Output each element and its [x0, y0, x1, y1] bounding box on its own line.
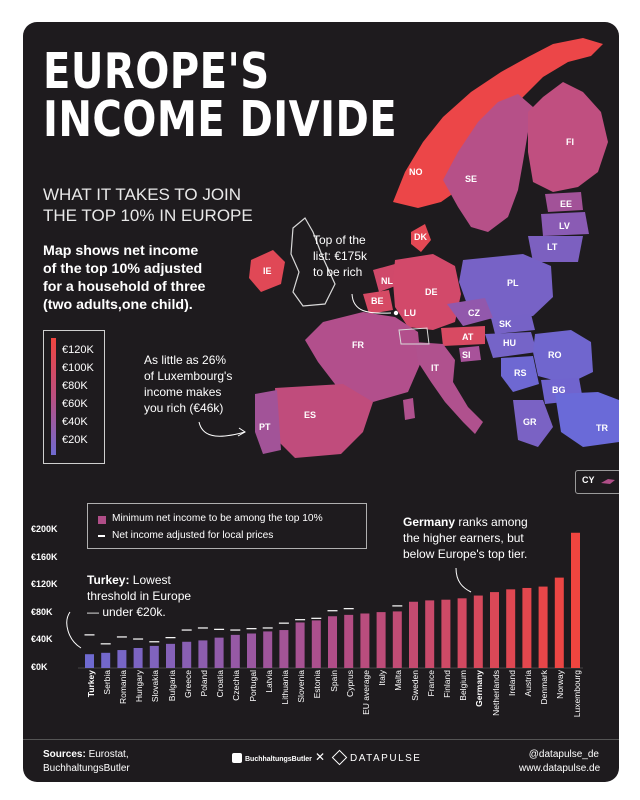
- x-tick-label: Finland: [441, 670, 452, 698]
- x-tick-label: Germany: [474, 670, 485, 707]
- bar-portugal: [247, 634, 256, 669]
- y-tick-label: €160K: [31, 551, 58, 562]
- x-tick-label: Bulgaria: [166, 670, 177, 702]
- map-label: DE: [425, 287, 438, 297]
- map-label: IE: [263, 266, 272, 276]
- x-tick-label: Slovenia: [296, 670, 307, 703]
- x-tick-label: Czechia: [231, 670, 242, 701]
- map-label: LV: [559, 221, 570, 231]
- bar-netherlands: [490, 592, 499, 668]
- bar-austria: [522, 588, 531, 668]
- map-label: HU: [503, 338, 516, 348]
- bar-serbia: [101, 653, 110, 668]
- x-tick-label: Hungary: [134, 670, 145, 703]
- x-tick-label: Belgium: [458, 670, 469, 701]
- x-tick-label: Estonia: [312, 670, 323, 699]
- sources-label: Sources:: [43, 749, 86, 760]
- x-tick-label: Turkey: [85, 670, 96, 698]
- subtitle-line-2: THE TOP 10% IN EUROPE: [43, 206, 253, 225]
- x-tick-label: Netherlands: [490, 670, 501, 716]
- map-label: BE: [371, 296, 384, 306]
- bar-luxembourg: [571, 533, 580, 668]
- separator-icon: ✕: [315, 750, 326, 764]
- bar-slovenia: [296, 622, 305, 668]
- x-tick-label: Portugal: [247, 670, 258, 702]
- bar-estonia: [312, 620, 321, 668]
- legend-item: Minimum net income to be among the top 10%: [112, 513, 323, 524]
- map-label: CZ: [468, 308, 480, 318]
- bar-cyprus: [344, 615, 353, 668]
- map-label: PT: [259, 422, 271, 432]
- bar-poland: [198, 640, 207, 668]
- map-label: CY: [582, 475, 595, 485]
- sources-line: BuchhaltungsButler: [43, 763, 130, 774]
- map-label: DK: [414, 232, 427, 242]
- footer: [23, 739, 619, 782]
- y-tick-label: €80K: [31, 606, 53, 617]
- x-tick-label: Denmark: [539, 670, 550, 705]
- x-tick-label: Norway: [555, 670, 566, 699]
- x-tick-label: Croatia: [215, 670, 226, 698]
- germany-arrow: [456, 568, 471, 592]
- bar-lithuania: [279, 630, 288, 668]
- x-tick-label: Serbia: [101, 670, 112, 695]
- subtitle-line-1: WHAT IT TAKES TO JOIN: [43, 185, 242, 204]
- legend-label: €80K: [62, 380, 88, 392]
- datapulse-logo-icon: [332, 750, 348, 766]
- x-tick-label: EU average: [360, 670, 371, 715]
- title-line-2: INCOME DIVIDE: [43, 91, 398, 148]
- x-tick-label: Cyprus: [344, 670, 355, 697]
- bar-greece: [182, 642, 191, 668]
- bar-hungary: [134, 648, 143, 668]
- map-label: LU: [404, 308, 416, 318]
- bar-turkey: [85, 654, 94, 668]
- bar-slovakia: [150, 646, 159, 668]
- bar-malta: [393, 611, 402, 668]
- x-tick-label: Lithuania: [279, 670, 290, 705]
- y-tick-label: €200K: [31, 524, 58, 534]
- legend-label: €120K: [62, 344, 94, 356]
- bar-latvia: [263, 631, 272, 668]
- bar-finland: [441, 600, 450, 668]
- map-label: NL: [381, 276, 393, 286]
- note-line: of Luxembourg's: [144, 369, 233, 383]
- bar-france: [425, 600, 434, 668]
- map-label: FI: [566, 137, 574, 147]
- infographic-card: [23, 22, 619, 782]
- note-line: threshold in Europe: [87, 589, 192, 603]
- x-tick-label: Latvia: [263, 670, 274, 693]
- bar-sweden: [409, 602, 418, 668]
- x-tick-label: Luxembourg: [571, 670, 582, 718]
- bar-belgium: [458, 598, 467, 668]
- map-label: FR: [352, 340, 364, 350]
- legend-item: Net income adjusted for local prices: [112, 530, 274, 541]
- x-tick-label: France: [425, 670, 436, 697]
- note-line: to be rich: [313, 265, 363, 279]
- x-tick-label: Austria: [522, 670, 533, 697]
- y-tick-label: €40K: [31, 634, 53, 645]
- map-label: GR: [523, 417, 537, 427]
- social-handle: @datapulse_de: [528, 749, 599, 760]
- bar-ireland: [506, 589, 515, 668]
- map-label: IT: [431, 363, 439, 373]
- footer-contact: [519, 748, 599, 776]
- x-tick-label: Malta: [393, 670, 404, 691]
- bar-spain: [328, 616, 337, 668]
- bar-czechia: [231, 635, 240, 668]
- legend-label: €20K: [62, 434, 88, 446]
- sources-line: Eurostat,: [85, 749, 129, 760]
- bar-croatia: [215, 638, 224, 668]
- bar-denmark: [539, 587, 548, 668]
- note-bold: Turkey:: [87, 573, 130, 587]
- note-line: below Europe's top tier.: [403, 547, 528, 561]
- note-line: you rich (€46k): [144, 401, 224, 415]
- bar-bulgaria: [166, 644, 175, 668]
- website: www.datapulse.de: [519, 763, 601, 774]
- y-tick-label: €120K: [31, 579, 58, 590]
- note-line: Lowest: [129, 573, 171, 587]
- map-label: SK: [499, 319, 512, 329]
- bar-italy: [377, 612, 386, 668]
- turkey-arrow: [67, 612, 81, 648]
- description-line: (two adults,one child).: [43, 297, 193, 313]
- note-line: Top of the: [313, 233, 366, 247]
- note-line: As little as 26%: [144, 353, 227, 367]
- note-line: list: €175k: [313, 249, 368, 263]
- x-tick-label: Spain: [328, 670, 339, 692]
- legend-label: €60K: [62, 398, 88, 410]
- legend-label: €100K: [62, 362, 94, 374]
- x-tick-label: Italy: [377, 670, 388, 686]
- brand-datapulse: DATAPULSE: [350, 753, 422, 764]
- map-label: ES: [304, 410, 317, 420]
- y-tick-label: €0K: [31, 662, 48, 672]
- x-tick-label: Poland: [198, 670, 209, 697]
- description-line: for a household of three: [43, 279, 206, 295]
- note-line: income makes: [144, 385, 222, 399]
- map-label: EE: [560, 199, 573, 209]
- bar-germany: [474, 596, 483, 668]
- x-tick-label: Romania: [117, 670, 128, 705]
- map-label: BG: [552, 385, 566, 395]
- legend-label: €40K: [62, 416, 88, 428]
- sources: [43, 748, 130, 776]
- brand-buchhaltungsbutler: BuchhaltungsButler: [245, 756, 312, 763]
- map-label: SI: [462, 350, 471, 360]
- bar-norway: [555, 578, 564, 668]
- description-line: of the top 10% adjusted: [43, 261, 203, 277]
- map-label: SE: [465, 174, 478, 184]
- bar-romania: [117, 650, 126, 668]
- title-line-1: EUROPE'S: [43, 43, 270, 100]
- x-tick-label: Sweden: [409, 670, 420, 701]
- bar-chart: [23, 22, 619, 739]
- map-label: RO: [548, 350, 562, 360]
- note-bold: Germany: [403, 515, 456, 529]
- map-label: LT: [547, 242, 558, 252]
- x-tick-label: Ireland: [506, 670, 517, 696]
- x-tick-label: Greece: [182, 670, 193, 698]
- description-line: Map shows net income: [43, 243, 199, 259]
- note-line: ranks among: [455, 515, 528, 529]
- bar-eu-average: [360, 613, 369, 668]
- buchhaltungsbutler-logo-icon: [232, 753, 242, 763]
- map-label: RS: [514, 368, 527, 378]
- note-line: — under €20k.: [87, 605, 166, 619]
- x-tick-label: Slovakia: [150, 670, 161, 703]
- map-label: TR: [596, 423, 608, 433]
- map-label: AT: [462, 332, 474, 342]
- map-label: NO: [409, 167, 423, 177]
- map-label: PL: [507, 278, 519, 288]
- note-line: the higher earners, but: [403, 531, 524, 545]
